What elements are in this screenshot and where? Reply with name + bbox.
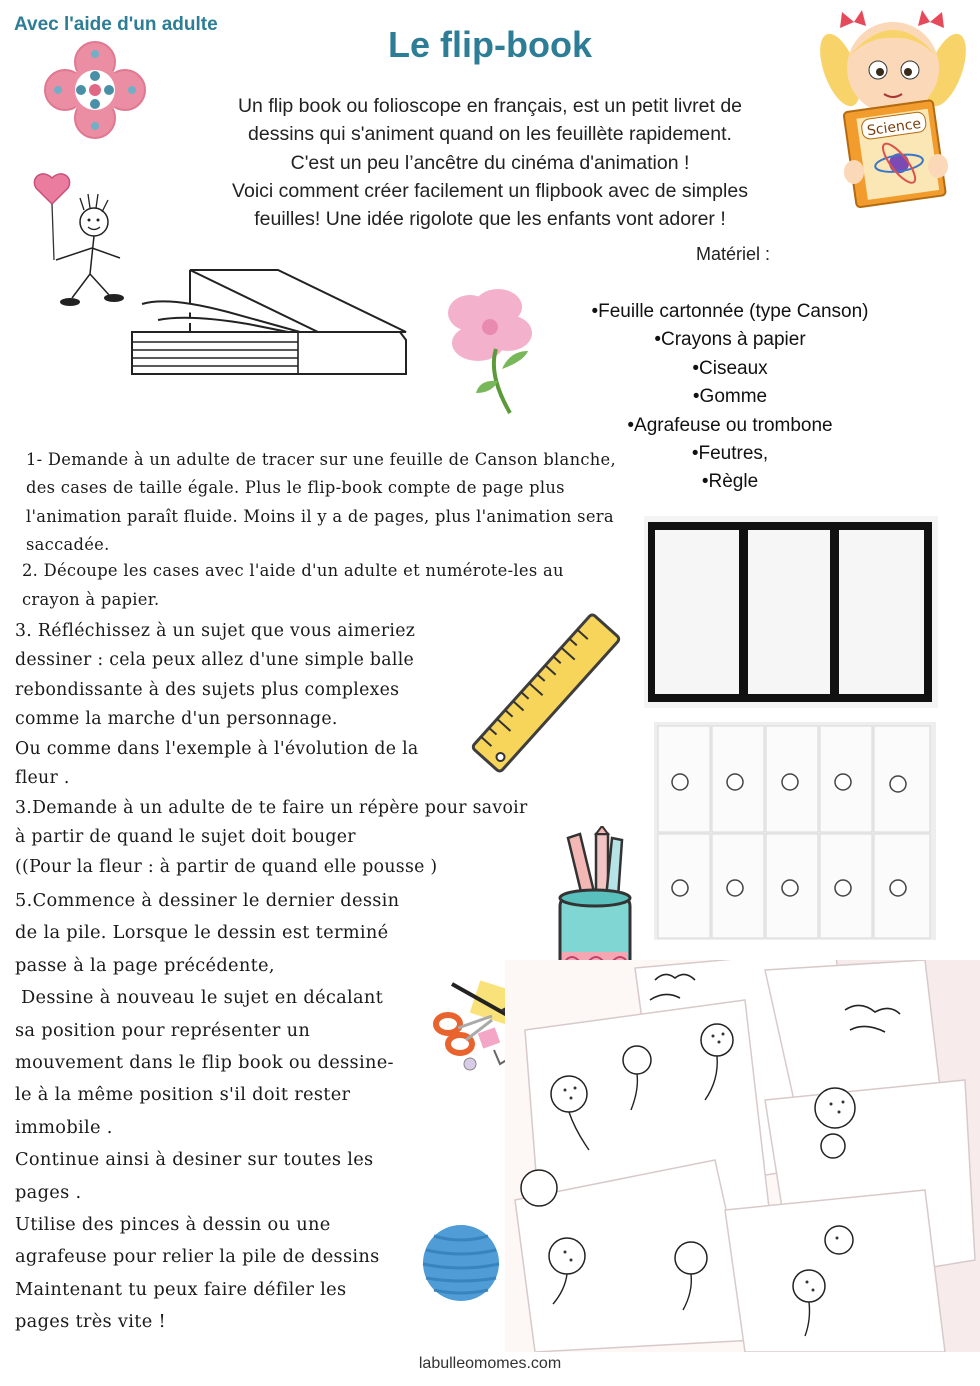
- step-line: ((Pour la fleur : à partir de quand elle pousse ): [15, 856, 438, 877]
- material-item: •Gomme: [692, 386, 768, 408]
- three-panels-icon: [644, 516, 938, 708]
- step-line: Continue ainsi à desiner sur toutes les: [15, 1149, 374, 1171]
- step-line: crayon à papier.: [22, 589, 160, 609]
- step-line: Dessine à nouveau le sujet en décalant: [15, 987, 384, 1009]
- step-line: 2. Découpe les cases avec l'aide d'un adulte et numérote-les au: [22, 561, 564, 580]
- page-title: Le flip-book: [388, 24, 592, 65]
- step-line: le à la même position s'il doit rester: [15, 1084, 351, 1106]
- material-item: •Règle: [701, 471, 759, 493]
- step-1: [26, 446, 626, 559]
- flipbook-pages-photo-icon: [505, 960, 980, 1352]
- step-line: pages .: [15, 1181, 82, 1203]
- step-line: Ou comme dans l'exemple à l'évolution de la: [15, 738, 419, 759]
- materials-title: Matériel :: [696, 244, 771, 264]
- flipbook-drawing-icon: [128, 262, 410, 380]
- material-item: •Agrafeuse ou trombone: [627, 414, 833, 436]
- pink-flower-icon: [440, 285, 540, 420]
- step-line: de la pile. Lorsque le dessin est terminé: [15, 922, 389, 944]
- intro-line: Un flip book ou folioscope en français, est un petit livret de: [237, 95, 743, 117]
- ten-cards-photo-icon: [654, 722, 936, 940]
- step-line: Utilise des pinces à dessin ou une: [15, 1214, 331, 1236]
- step-line: 5.Commence à dessiner le dernier dessin: [15, 890, 400, 911]
- pencil-cup-icon: [552, 826, 638, 982]
- step-line: immobile .: [15, 1116, 113, 1138]
- intro-line: Voici comment créer facilement un flipbook avec de simples: [232, 179, 748, 202]
- step-line: fleur .: [15, 768, 70, 789]
- adult-help-badge: Avec l'aide d'un adulte: [14, 14, 218, 35]
- intro-paragraph: [180, 92, 800, 233]
- step-line: 3. Réfléchissez à un sujet que vous aimeriez: [15, 621, 416, 641]
- step-4: [15, 794, 545, 882]
- blue-ball-icon: [420, 1222, 502, 1304]
- step-line: rebondissante à des sujets plus complexes: [15, 679, 400, 700]
- step-line: dessiner : cela peux allez d'une simple balle: [15, 650, 415, 671]
- step-line: 1- Demande à un adulte de tracer sur une feuille de Canson blanche,: [26, 450, 616, 469]
- step-line: 3.Demande à un adulte de te faire un répère pour savoir: [15, 798, 528, 818]
- material-item: •Crayons à papier: [654, 329, 806, 351]
- ruler-icon: [470, 604, 622, 782]
- mandala-flower-icon: [40, 40, 150, 140]
- step-line: l'animation paraît fluide. Moins il y a de pages, plus l'animation sera: [26, 506, 614, 526]
- footer-site: labulleomomes.com: [418, 1355, 562, 1372]
- step-line: mouvement dans le flip book ou dessine-: [15, 1052, 394, 1074]
- step-line: passe à la page précédente,: [15, 954, 275, 976]
- step-line: Maintenant tu peux faire défiler les: [15, 1278, 347, 1300]
- step-line: saccadée.: [26, 534, 110, 554]
- step-line: pages très vite !: [15, 1311, 166, 1333]
- step-line: comme la marche d'un personnage.: [15, 709, 338, 730]
- girl-science-book-icon: [818, 6, 968, 214]
- stick-figure-balloon-icon: [28, 170, 138, 315]
- step-line: à partir de quand le sujet doit bouger: [15, 827, 356, 848]
- step-3: [15, 617, 455, 793]
- intro-line: dessins qui s'animent quand on les feuillète rapidement.: [248, 123, 732, 146]
- material-item: •Feutres,: [691, 443, 769, 465]
- step-line: des cases de taille égale. Plus le flip-book compte de page plus: [26, 478, 565, 498]
- intro-line: C'est un peu l’ancêtre du cinéma d'animation !: [290, 151, 690, 174]
- material-item: •Ciseaux: [692, 357, 768, 379]
- material-item: •Feuille cartonnée (type Canson): [591, 301, 869, 322]
- book-label: Science: [866, 115, 923, 140]
- step-line: agrafeuse pour relier la pile de dessins: [15, 1246, 380, 1268]
- intro-line: feuilles! Une idée rigolote que les enfants vont adorer !: [254, 208, 726, 231]
- step-5: [15, 885, 455, 1339]
- step-line: sa position pour représenter un: [15, 1019, 311, 1041]
